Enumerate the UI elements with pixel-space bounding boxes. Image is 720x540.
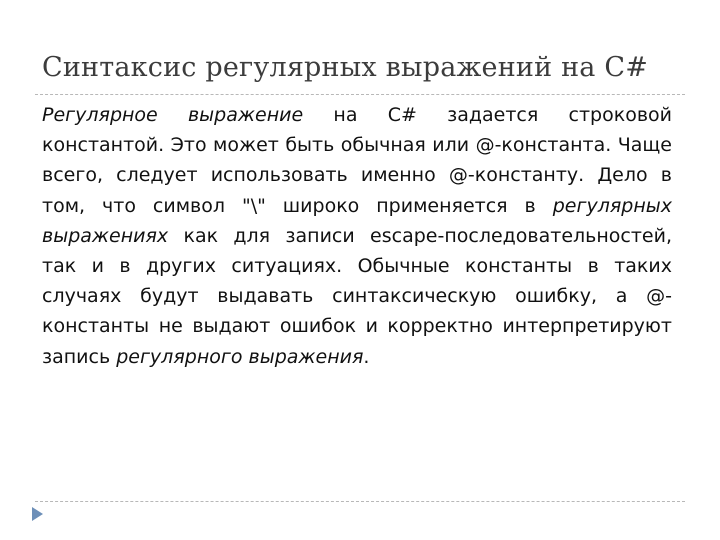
body-segment-6: .: [363, 345, 370, 368]
body-segment-3: регулярных выражениях: [42, 194, 672, 247]
body-segment-2: на C# задается строковой константой. Это может быть обычная или @-константа. Чаще всего, следует использовать именно @-константу. Дело в том, что символ "\" широко применяется в: [42, 104, 672, 217]
body-segment-5: регулярного выражения: [116, 345, 364, 368]
title-divider: [35, 94, 685, 95]
slide-body: [42, 100, 672, 372]
footer-divider: [35, 501, 685, 502]
slide-title: Синтаксис регулярных выражений на C#: [42, 52, 649, 83]
body-segment-1: Регулярное выражение: [42, 104, 304, 126]
body-segment-4: как для записи escape-последовательностей, так и в других ситуациях. Обычные константы в таких случаях будут выдавать синтаксическую ошибку, а @-константы не выдают ошибок и корректно интерпретируют запись: [42, 224, 672, 368]
triangle-right-icon[interactable]: [30, 506, 44, 522]
